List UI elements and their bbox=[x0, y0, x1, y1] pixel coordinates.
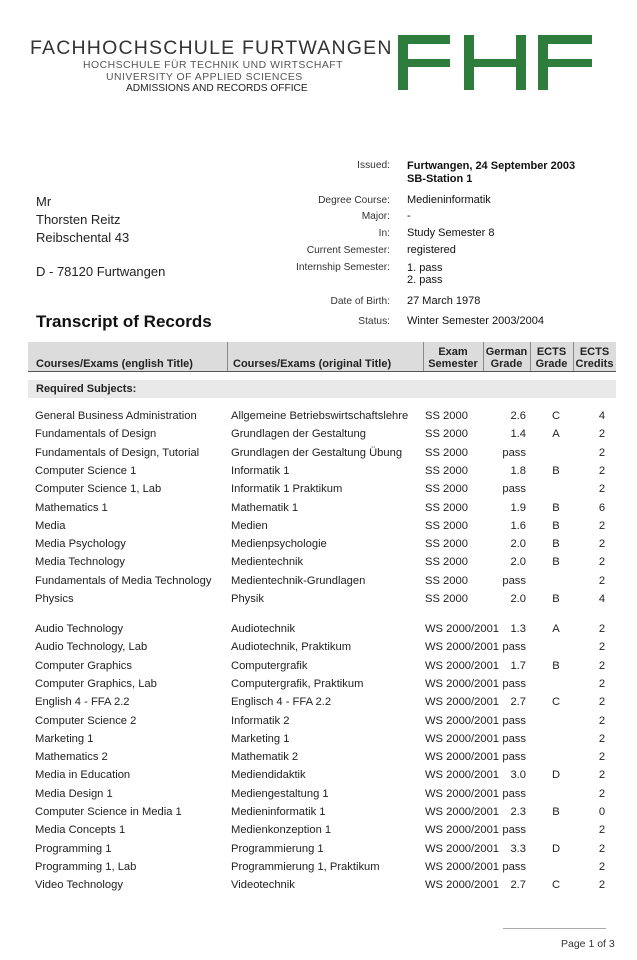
german-grade: pass bbox=[502, 714, 526, 727]
exam-semester: SS 2000 bbox=[425, 410, 468, 422]
course-english: Fundamentals of Design bbox=[35, 428, 157, 441]
table-row bbox=[0, 879, 637, 895]
course-original: Audiotechnik, Praktikum bbox=[231, 641, 352, 654]
course-original: Audiotechnik bbox=[231, 623, 296, 635]
col-original-title: Courses/Exams (original Title) bbox=[233, 358, 392, 370]
ects-credits: 2 bbox=[598, 659, 606, 672]
course-original: Medien bbox=[231, 519, 268, 532]
course-original: Computergrafik, Praktikum bbox=[231, 677, 364, 690]
table-row bbox=[0, 861, 637, 877]
col-exam-semester: Exam Semester bbox=[428, 346, 478, 370]
course-english: Computer Science 1 bbox=[35, 464, 137, 477]
exam-semester: WS 2000/2001 bbox=[425, 879, 500, 892]
ects-credits: 2 bbox=[598, 879, 606, 892]
ects-grade: A bbox=[552, 428, 560, 441]
course-original: Englisch 4 - FFA 2.2 bbox=[231, 696, 332, 709]
internship-value-1: 1. pass bbox=[407, 262, 443, 274]
german-grade: pass bbox=[502, 574, 526, 587]
german-grade: 3.3 bbox=[510, 842, 526, 855]
course-english: Mathematics 2 bbox=[35, 751, 108, 764]
fhf-logo bbox=[398, 32, 594, 92]
ects-credits: 2 bbox=[598, 556, 606, 569]
exam-semester: SS 2000 bbox=[425, 538, 468, 551]
exam-semester: WS 2000/2001 bbox=[425, 659, 500, 672]
ects-credits: 2 bbox=[598, 732, 606, 745]
table-row bbox=[0, 593, 637, 609]
ects-credits: 2 bbox=[598, 696, 606, 709]
table-row bbox=[0, 715, 637, 731]
exam-semester: WS 2000/2001 bbox=[425, 769, 500, 782]
ects-credits: 2 bbox=[598, 538, 606, 551]
table-row bbox=[0, 843, 637, 859]
current-semester-value: registered bbox=[407, 244, 456, 256]
exam-semester: SS 2000 bbox=[425, 428, 468, 441]
table-row bbox=[0, 575, 637, 591]
table-row bbox=[0, 447, 637, 463]
exam-semester: SS 2000 bbox=[425, 446, 468, 459]
in-value: Study Semester 8 bbox=[407, 227, 495, 239]
course-english: Computer Science 2 bbox=[35, 714, 137, 727]
course-english: Media in Education bbox=[35, 769, 131, 782]
university-subtitle-german: HOCHSCHULE FÜR TECHNIK UND WIRTSCHAFT bbox=[83, 60, 343, 71]
office-name: ADMISSIONS AND RECORDS OFFICE bbox=[126, 83, 308, 94]
page-number: Page 1 of 3 bbox=[561, 938, 615, 950]
exam-semester: SS 2000 bbox=[425, 501, 468, 514]
university-subtitle-english: UNIVERSITY OF APPLIED SCIENCES bbox=[106, 72, 303, 83]
german-grade: 1.6 bbox=[510, 519, 526, 532]
german-grade: 2.7 bbox=[510, 879, 526, 892]
exam-semester: WS 2000/2001 bbox=[425, 860, 500, 873]
exam-semester: WS 2000/2001 bbox=[425, 842, 500, 855]
course-english: General Business Administration bbox=[35, 410, 197, 422]
ects-credits: 4 bbox=[598, 593, 606, 605]
ects-credits: 2 bbox=[598, 519, 606, 532]
german-grade: pass bbox=[502, 787, 526, 800]
ects-credits: 2 bbox=[598, 464, 606, 477]
course-english: Computer Science 1, Lab bbox=[35, 483, 162, 496]
in-label: In: bbox=[378, 228, 390, 239]
ects-grade: B bbox=[552, 501, 560, 514]
table-row bbox=[0, 733, 637, 749]
ects-credits: 2 bbox=[598, 677, 606, 690]
course-english: Marketing 1 bbox=[35, 732, 94, 745]
exam-semester: WS 2000/2001 bbox=[425, 751, 500, 764]
ects-credits: 0 bbox=[598, 806, 606, 818]
ects-credits: 2 bbox=[598, 751, 606, 764]
exam-semester: SS 2000 bbox=[425, 593, 468, 605]
course-original: Grundlagen der Gestaltung Übung bbox=[231, 446, 403, 459]
exam-semester: WS 2000/2001 bbox=[425, 787, 500, 800]
col-ects-grade: ECTS Grade bbox=[535, 346, 568, 370]
exam-semester: WS 2000/2001 bbox=[425, 806, 500, 818]
degree-label: Degree Course: bbox=[318, 195, 390, 206]
course-original: Programmierung 1, Praktikum bbox=[231, 860, 380, 873]
status-value: Winter Semester 2003/2004 bbox=[407, 315, 544, 327]
german-grade: 2.3 bbox=[510, 806, 526, 818]
ects-credits: 2 bbox=[598, 860, 606, 873]
ects-grade: A bbox=[552, 623, 560, 635]
ects-grade: B bbox=[552, 593, 560, 605]
course-original: Mathematik 1 bbox=[231, 501, 299, 514]
address-salutation: Mr bbox=[36, 194, 52, 209]
german-grade: 1.4 bbox=[510, 428, 526, 441]
german-grade: 3.0 bbox=[510, 769, 526, 782]
course-original: Medienpsychologie bbox=[231, 538, 327, 551]
course-english: Audio Technology, Lab bbox=[35, 641, 148, 654]
course-original: Programmierung 1 bbox=[231, 842, 324, 855]
exam-semester: SS 2000 bbox=[425, 574, 468, 587]
table-row bbox=[0, 465, 637, 481]
exam-semester: WS 2000/2001 bbox=[425, 732, 500, 745]
current-semester-label: Current Semester: bbox=[306, 245, 390, 256]
course-original: Marketing 1 bbox=[231, 732, 290, 745]
german-grade: 1.9 bbox=[510, 501, 526, 514]
german-grade: pass bbox=[502, 641, 526, 654]
german-grade: 2.0 bbox=[510, 538, 526, 551]
exam-semester: WS 2000/2001 bbox=[425, 677, 500, 690]
ects-grade: B bbox=[552, 464, 560, 477]
ects-grade: C bbox=[551, 410, 561, 422]
german-grade: pass bbox=[502, 483, 526, 496]
document-title: Transcript of Records bbox=[36, 312, 212, 331]
address-city: D - 78120 Furtwangen bbox=[36, 264, 166, 279]
german-grade: 1.3 bbox=[510, 623, 526, 635]
section-required-subjects: Required Subjects: bbox=[36, 383, 137, 395]
ects-credits: 6 bbox=[598, 501, 606, 514]
table-row bbox=[0, 788, 637, 804]
table-row bbox=[0, 556, 637, 572]
table-row bbox=[0, 751, 637, 767]
course-english: Computer Graphics, Lab bbox=[35, 677, 157, 690]
german-grade: pass bbox=[502, 677, 526, 690]
table-row bbox=[0, 696, 637, 712]
course-english: Computer Graphics bbox=[35, 659, 132, 672]
course-original: Medientechnik bbox=[231, 556, 304, 569]
col-german-grade: German Grade bbox=[485, 346, 528, 370]
course-original: Physik bbox=[231, 593, 264, 605]
ects-credits: 4 bbox=[598, 410, 606, 422]
ects-credits: 2 bbox=[598, 714, 606, 727]
course-english: Media Concepts 1 bbox=[35, 824, 126, 837]
table-row bbox=[0, 824, 637, 840]
table-row bbox=[0, 641, 637, 657]
ects-credits: 2 bbox=[598, 787, 606, 800]
german-grade: pass bbox=[502, 751, 526, 764]
exam-semester: WS 2000/2001 bbox=[425, 714, 500, 727]
german-grade: 2.0 bbox=[510, 556, 526, 569]
ects-credits: 2 bbox=[598, 574, 606, 587]
course-english: English 4 - FFA 2.2 bbox=[35, 696, 130, 709]
col-english-title: Courses/Exams (english Title) bbox=[36, 358, 193, 370]
table-row bbox=[0, 538, 637, 554]
status-label: Status: bbox=[358, 316, 390, 327]
ects-grade: B bbox=[552, 806, 560, 818]
internship-value-2: 2. pass bbox=[407, 274, 443, 286]
course-english: Video Technology bbox=[35, 879, 123, 892]
ects-grade: B bbox=[552, 519, 560, 532]
ects-credits: 2 bbox=[598, 842, 606, 855]
ects-credits: 2 bbox=[598, 641, 606, 654]
issued-label: Issued: bbox=[357, 160, 390, 171]
dob-label: Date of Birth: bbox=[330, 296, 390, 307]
course-english: Fundamentals of Media Technology bbox=[35, 574, 212, 587]
degree-value: Medieninformatik bbox=[407, 194, 491, 206]
course-english: Media Technology bbox=[35, 556, 125, 569]
table-row bbox=[0, 502, 637, 518]
course-original: Mediendidaktik bbox=[231, 769, 306, 782]
course-original: Medientechnik-Grundlagen bbox=[231, 574, 366, 587]
internship-label: Internship Semester: bbox=[296, 262, 390, 273]
course-original: Medienkonzeption 1 bbox=[231, 824, 332, 837]
course-original: Allgemeine Betriebswirtschaftslehre bbox=[231, 410, 409, 422]
ects-grade: B bbox=[552, 659, 560, 672]
german-grade: 2.7 bbox=[510, 696, 526, 709]
course-original: Mediengestaltung 1 bbox=[231, 787, 329, 800]
ects-credits: 2 bbox=[598, 446, 606, 459]
ects-credits: 2 bbox=[598, 483, 606, 496]
course-english: Media bbox=[35, 519, 66, 532]
address-street: Reibschental 43 bbox=[36, 230, 130, 245]
german-grade: 2.6 bbox=[510, 410, 526, 422]
exam-semester: WS 2000/2001 bbox=[425, 623, 500, 635]
ects-grade: D bbox=[551, 769, 561, 782]
table-row bbox=[0, 483, 637, 499]
course-english: Mathematics 1 bbox=[35, 501, 108, 514]
address-name: Thorsten Reitz bbox=[36, 212, 121, 227]
course-english: Programming 1, Lab bbox=[35, 860, 137, 873]
exam-semester: SS 2000 bbox=[425, 556, 468, 569]
course-original: Medieninformatik 1 bbox=[231, 806, 326, 818]
ects-grade: B bbox=[552, 556, 560, 569]
exam-semester: SS 2000 bbox=[425, 519, 468, 532]
table-row bbox=[0, 678, 637, 694]
ects-grade: C bbox=[551, 879, 561, 892]
german-grade: 1.7 bbox=[510, 659, 526, 672]
ects-grade: D bbox=[551, 842, 561, 855]
table-header bbox=[28, 342, 616, 372]
course-original: Videotechnik bbox=[231, 879, 295, 892]
dob-value: 27 March 1978 bbox=[407, 295, 481, 307]
german-grade: 2.0 bbox=[510, 593, 526, 605]
footer-divider bbox=[503, 928, 606, 929]
table-row bbox=[0, 769, 637, 785]
course-english: Programming 1 bbox=[35, 842, 112, 855]
german-grade: 1.8 bbox=[510, 464, 526, 477]
ects-credits: 2 bbox=[598, 623, 606, 635]
col-ects-credits: ECTS Credits bbox=[575, 346, 614, 370]
major-label: Major: bbox=[361, 211, 390, 222]
station-value: SB-Station 1 bbox=[407, 173, 473, 185]
course-english: Media Psychology bbox=[35, 538, 126, 551]
course-original: Computergrafik bbox=[231, 659, 308, 672]
course-english: Computer Science in Media 1 bbox=[35, 806, 182, 818]
course-original: Informatik 1 bbox=[231, 464, 290, 477]
course-english: Physics bbox=[35, 593, 74, 605]
table-row bbox=[0, 660, 637, 676]
ects-credits: 2 bbox=[598, 769, 606, 782]
german-grade: pass bbox=[502, 732, 526, 745]
table-row bbox=[0, 410, 637, 426]
exam-semester: SS 2000 bbox=[425, 483, 468, 496]
german-grade: pass bbox=[502, 824, 526, 837]
issued-value: Furtwangen, 24 September 2003 bbox=[407, 160, 576, 172]
exam-semester: SS 2000 bbox=[425, 464, 468, 477]
course-english: Audio Technology bbox=[35, 623, 124, 635]
ects-credits: 2 bbox=[598, 824, 606, 837]
course-original: Grundlagen der Gestaltung bbox=[231, 428, 366, 441]
german-grade: pass bbox=[502, 860, 526, 873]
ects-credits: 2 bbox=[598, 428, 606, 441]
university-name: FACHHOCHSCHULE FURTWANGEN bbox=[30, 37, 393, 59]
exam-semester: WS 2000/2001 bbox=[425, 641, 500, 654]
exam-semester: WS 2000/2001 bbox=[425, 824, 500, 837]
course-original: Informatik 1 Praktikum bbox=[231, 483, 343, 496]
table-row bbox=[0, 806, 637, 822]
exam-semester: WS 2000/2001 bbox=[425, 696, 500, 709]
course-original: Mathematik 2 bbox=[231, 751, 299, 764]
course-english: Fundamentals of Design, Tutorial bbox=[35, 446, 200, 459]
major-value: - bbox=[407, 210, 411, 222]
ects-grade: B bbox=[552, 538, 560, 551]
table-row bbox=[0, 428, 637, 444]
course-original: Informatik 2 bbox=[231, 714, 290, 727]
german-grade: pass bbox=[502, 446, 526, 459]
ects-grade: C bbox=[551, 696, 561, 709]
table-row bbox=[0, 520, 637, 536]
table-row bbox=[0, 623, 637, 639]
course-english: Media Design 1 bbox=[35, 787, 113, 800]
